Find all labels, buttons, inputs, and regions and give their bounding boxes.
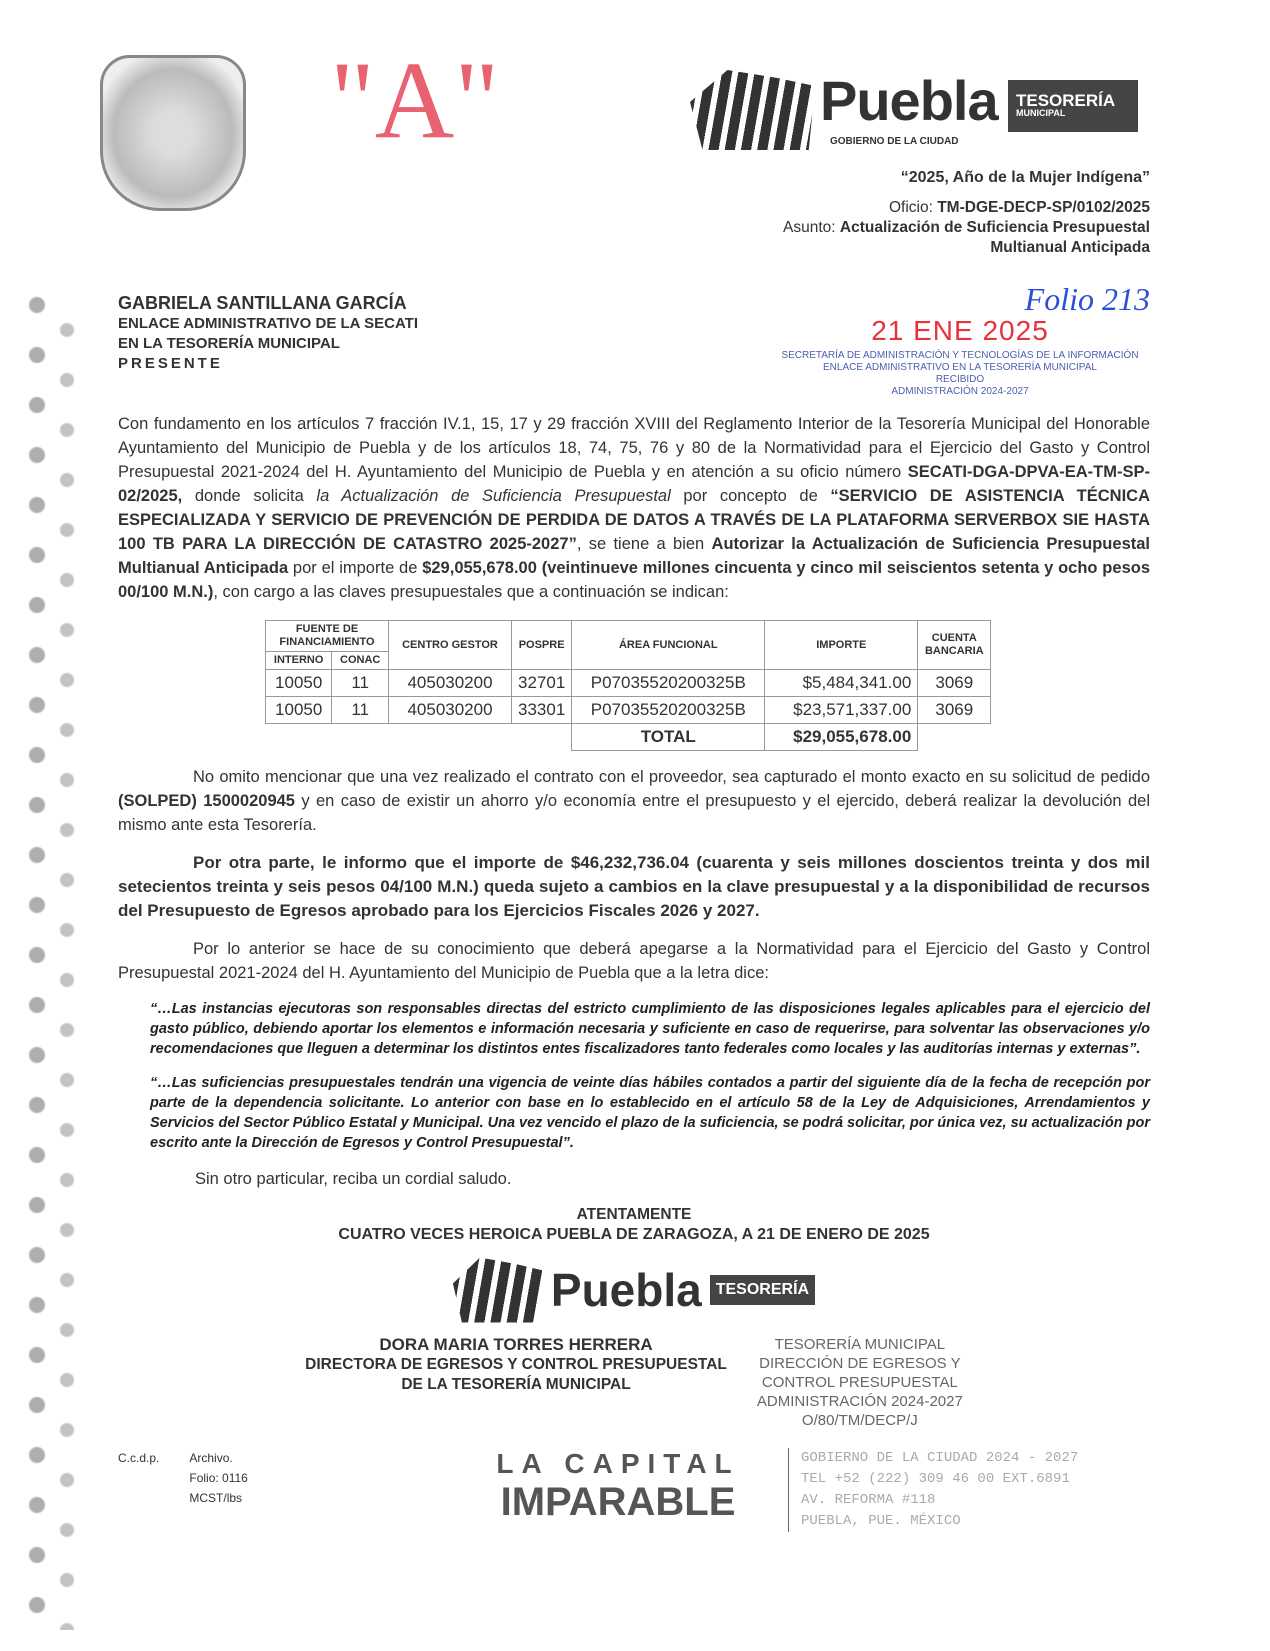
total-label: TOTAL	[572, 724, 765, 751]
recipient-name: GABRIELA SANTILLANA GARCÍA	[118, 293, 407, 313]
signatory-text	[305, 1335, 727, 1395]
paragraph-2	[118, 765, 1150, 837]
logo-word: Puebla	[820, 69, 998, 132]
address-line: GOBIERNO DE LA CIUDAD 2024 - 2027	[801, 1450, 1079, 1466]
header-importe: IMPORTE	[765, 621, 918, 670]
municipal-seal-logo	[100, 55, 246, 211]
archivo: Archivo.	[189, 1451, 233, 1465]
recipient-title: EN LA TESORERÍA MUNICIPAL	[118, 335, 340, 352]
table-cell: 3069	[918, 697, 991, 724]
address-line: TEL +52 (222) 309 46 00 EXT.6891	[801, 1471, 1070, 1487]
recipient-presente: PRESENTE	[118, 355, 223, 372]
signatory-title: DIRECTORA DE EGRESOS Y CONTROL PRESUPUESTAL	[305, 1356, 727, 1373]
received-date-stamp: 21 ENE 2025	[871, 315, 1049, 346]
city-icons-logo	[690, 70, 815, 150]
table-cell: 3069	[918, 670, 991, 697]
stamp-line: ADMINISTRACIÓN 2024-2027	[891, 386, 1029, 397]
recipient-row	[118, 282, 1150, 398]
handwritten-mark: "A"	[330, 39, 500, 161]
stamp-line: CONTROL PRESUPUESTAL	[761, 1374, 958, 1391]
stamp-line: ENLACE ADMINISTRATIVO EN LA TESORERÍA MUNICIPAL	[823, 362, 1097, 373]
table-cell: 32701	[512, 670, 572, 697]
table-cell: P07035520200325B	[572, 670, 765, 697]
text-segment: No omito mencionar que una vez realizado el contrato con el proveedor, sea capturado el monto exacto en su solicitud de pedido	[193, 768, 1150, 786]
table-cell: $5,484,341.00	[765, 670, 918, 697]
header-area-funcional: ÁREA FUNCIONAL	[572, 621, 765, 670]
table-row	[266, 670, 991, 697]
quote-2: “…Las suficiencias presupuestales tendrán una vigencia de veinte días hábiles contados a partir del siguiente día de la fecha de recepción por parte de la dependencia solicitante. Lo anterior con base en lo establecido en el artículo 58 de la Ley de Adquisiciones, Arrendamientos y Servicios del Sector Público Estatal y Municipal. Una vez vencido el plazo de la suficiencia, se podrá solicitar, por única vez, su actualización por escrito ante la Dirección de Egresos y Control Presupuestal”.	[150, 1075, 1151, 1151]
address-line: PUEBLA, PUE. MÉXICO	[801, 1513, 961, 1529]
logo-subtitle: GOBIERNO DE LA CIUDAD	[830, 136, 959, 147]
initials: MCST/lbs	[189, 1491, 243, 1505]
oficio-number: TM-DGE-DECP-SP/0102/2025	[937, 199, 1150, 216]
asunto-label: Asunto:	[783, 219, 840, 236]
table-cell: P07035520200325B	[572, 697, 765, 724]
text-segment: donde solicita	[182, 487, 317, 505]
header-cuenta: CUENTA BANCARIA	[918, 621, 991, 670]
budget-table	[265, 620, 991, 751]
text-segment: $29,055,678.00 (veintinueve millones cincuenta y cinco mil seiscientos setenta y ocho pesos 00/100 M.N.)	[118, 559, 1150, 601]
table-cell: 405030200	[389, 670, 512, 697]
logo-box: TESORERÍA	[710, 1275, 815, 1305]
received-stamp	[770, 350, 1150, 398]
slogan-line-1: LA CAPITAL	[496, 1448, 740, 1479]
signature-logo	[118, 1255, 1150, 1325]
place-date: CUATRO VECES HEROICA PUEBLA DE ZARAGOZA, A 21 DE ENERO DE 2025	[338, 1226, 930, 1243]
city-icons-logo	[453, 1258, 543, 1323]
table-cell: 405030200	[389, 697, 512, 724]
footer	[118, 1448, 1150, 1532]
oficio-label: Oficio:	[888, 199, 938, 216]
table-cell: 33301	[512, 697, 572, 724]
paragraph-3: Por otra parte, le informo que el importe de $46,232,736.04 (cuarenta y seis millones doscientos treinta y dos mil setecientos treinta y seis pesos 04/100 M.N.) queda sujeto a cambios en la clave presupuestal y a la disponibilidad de recursos del Presupuesto de Egresos aprobado para los Ejercicios Fiscales 2026 y 2027.	[118, 853, 1150, 920]
table-cell: 10050	[266, 697, 332, 724]
table-cell: 11	[332, 697, 389, 724]
paragraph-1	[118, 412, 1150, 604]
text-segment: , se tiene a bien	[576, 535, 712, 553]
total-value: $29,055,678.00	[765, 724, 918, 751]
handwritten-folio: Folio 213	[1024, 281, 1150, 317]
received-block	[770, 282, 1150, 398]
reference-block	[770, 198, 1150, 258]
text-segment: y en caso de existir un ahorro y/o economía entre el presupuesto y el ejercido, deberá realizar la devolución del mismo ante esta Tesorería.	[118, 792, 1150, 834]
header-pospre: POSPRE	[512, 621, 572, 670]
stamp-line: ADMINISTRACIÓN 2024-2027	[756, 1393, 963, 1410]
folio: Folio: 0116	[189, 1471, 248, 1485]
text-segment: Autorizar la Actualización de Suficiencia Presupuestal Multianual Anticipada	[118, 535, 1150, 577]
table-row	[266, 697, 991, 724]
address-line: AV. REFORMA #118	[801, 1492, 936, 1508]
stamp-line: SECRETARÍA DE ADMINISTRACIÓN Y TECNOLOGÍAS DE LA INFORMACIÓN	[781, 350, 1139, 361]
logo-box	[1008, 80, 1138, 132]
header-fuente: FUENTE DE FINANCIAMIENTO	[266, 621, 389, 652]
paragraph-4: Por lo anterior se hace de su conocimiento que deberá apegarse a la Normatividad para el Ejercicio del Gasto y Control Presupuestal 2021-2024 del H. Ayuntamiento del Municipio de Puebla que a la letra dice:	[118, 940, 1150, 982]
direction-stamp	[757, 1335, 963, 1430]
slogan-line-2: IMPARABLE	[500, 1480, 736, 1524]
table-cell: $23,571,337.00	[765, 697, 918, 724]
header-interno: INTERNO	[266, 652, 332, 670]
letter-body	[118, 282, 1150, 1532]
logo-box-sub: MUNICIPAL	[1016, 108, 1066, 118]
text-segment: Con fundamento en los artículos 7 fracción IV.1, 15, 17 y 29 fracción XVIII del Reglamento Interior de la Tesorería Municipal del Honorable Ayuntamiento del Municipio de Puebla y de los artículos 18, 74, 75, 76 y 80 de la Normatividad para el Ejercicio del Gasto y Control Presupuestal 2021-2024 del H. Ayuntamiento del Municipio de Puebla y en atención a su oficio número	[118, 415, 1150, 481]
text-segment: por el importe de	[288, 559, 423, 577]
stamp-line: TESORERÍA MUNICIPAL	[774, 1336, 946, 1353]
logo-box-title: TESORERÍA	[1016, 91, 1116, 110]
stamp-line: O/80/TM/DECP/J	[801, 1412, 918, 1429]
signatory-name: DORA MARIA TORRES HERRERA	[379, 1335, 653, 1354]
address-block	[788, 1448, 1078, 1532]
signature-block	[118, 1205, 1150, 1430]
stamp-line: RECIBIDO	[935, 374, 985, 385]
text-segment: la Actualización de Suficiencia Presupuestal	[316, 487, 671, 505]
header-conac: CONAC	[332, 652, 389, 670]
table-cell: 11	[332, 670, 389, 697]
motto: “2025, Año de la Mujer Indígena”	[900, 169, 1150, 186]
atentamente: ATENTAMENTE	[576, 1206, 692, 1223]
stamp-line: DIRECCIÓN DE EGRESOS Y	[759, 1355, 961, 1372]
quote-1: “…Las instancias ejecutoras son responsables directas del estricto cumplimiento de las disposiciones legales aplicables para el ejercicio del gasto público, debiendo aportar los elementos e información necesaria y suficiente en caso de requerirse, para solventar las observaciones y/o recomendaciones que lleguen a determinar los distintos entes fiscalizadores tanto federales como locales y las auditorías internas y externas”.	[150, 1001, 1150, 1057]
closing: Sin otro particular, reciba un cordial saludo.	[195, 1170, 512, 1188]
signatory-title: DE LA TESORERÍA MUNICIPAL	[401, 1376, 631, 1393]
text-segment: por concepto de	[670, 487, 831, 505]
asunto-value: Actualización de Suficiencia Presupuestal Multianual Anticipada	[839, 219, 1150, 256]
ccdp-block	[118, 1448, 468, 1508]
signatory-row	[118, 1335, 1150, 1430]
text-segment: “SERVICIO DE ASISTENCIA TÉCNICA ESPECIALIZADA Y SERVICIO DE PREVENCIÓN DE PERDIDA DE DATOS A TRAVÉS DE LA PLATAFORMA SERVERBOX SIE HASTA 100 TB PARA LA DIRECCIÓN DE CATASTRO 2025-2027”	[118, 487, 1150, 553]
ccdp-label: C.c.d.p.	[118, 1451, 160, 1465]
table-cell: 10050	[266, 670, 332, 697]
logo-word: Puebla	[550, 1264, 702, 1316]
header-centro-gestor: CENTRO GESTOR	[389, 621, 512, 670]
puebla-tesoreria-logo	[690, 70, 1150, 160]
text-segment: (SOLPED) 1500020945	[118, 792, 295, 810]
slogan-logo	[468, 1448, 768, 1524]
recipient-title: ENLACE ADMINISTRATIVO DE LA SECATI	[118, 315, 418, 332]
recipient-block	[118, 282, 418, 374]
text-segment: SECATI-DGA-DPVA-EA-TM-SP-02/2025,	[118, 463, 1150, 505]
text-segment: , con cargo a las claves presupuestales que a continuación se indican:	[213, 583, 729, 601]
decorative-border	[22, 290, 82, 1630]
